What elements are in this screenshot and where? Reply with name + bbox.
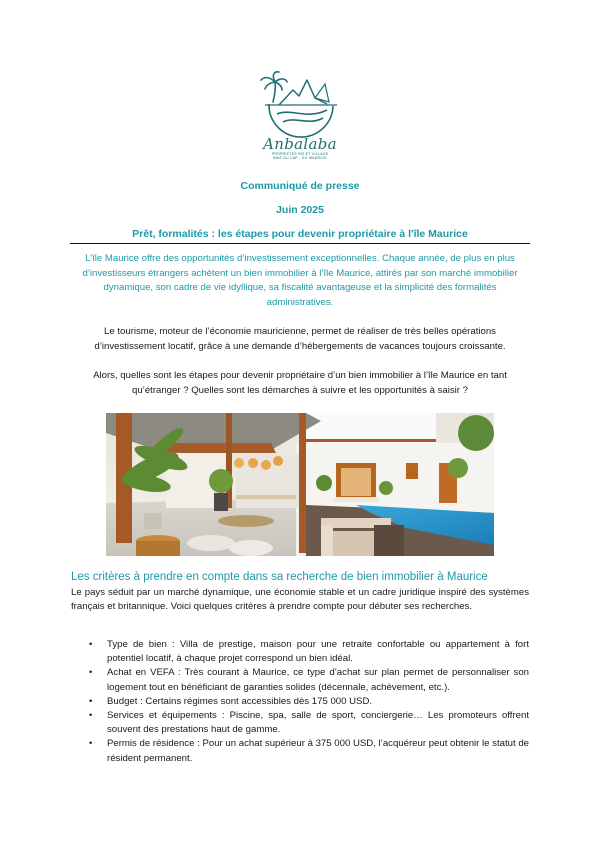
criteria-list: [71, 638, 529, 766]
press-release-kicker: Communiqué de presse: [240, 180, 360, 192]
logo-wordmark: Anbalaba: [263, 135, 337, 153]
bullet-icon: •: [89, 738, 93, 750]
paragraph-question: Alors, quelles sont les étapes pour devenir propriétaire d’un bien immobilier à l’île Maurice en tant qu’étranger ? Quelles sont les démarches à suivre et les opportunités à saisir ?: [93, 370, 507, 396]
paragraph-tourism: Le tourisme, moteur de l’économie mauricienne, permet de réaliser de très belles opérations d’investissement locatif, grâce à une demande d’hébergements de vacances toujours croissante.: [94, 326, 506, 352]
logo-subtitle-2: BAIE DU CAP - ÎLE MAURICE: [273, 156, 327, 161]
bullet-icon: •: [89, 710, 93, 722]
document-title: Prêt, formalités : les étapes pour devenir propriétaire à l'île Maurice: [132, 228, 468, 240]
list-item: [71, 638, 529, 666]
intro-paragraph: L’île Maurice offre des opportunités d’investissement exceptionnelles. Chaque année, de plus en plus d’investisseurs étrangers achètent un bien immobilier à l’île Maurice, attirés par son marché immobilier dynamique, son cadre de vie idyllique, sa fiscalité avantageuse et la simplicité des formalités administratives.: [82, 253, 518, 308]
list-item-text: Budget : Certains régimes sont accessibles dès 175 000 USD.: [107, 695, 373, 707]
logo-subtitle-1: PROPRIÉTÉS IRS ET VILLAGE: [271, 152, 329, 156]
bullet-icon: •: [89, 639, 93, 650]
section-heading: Les critères à prendre en compte dans sa recherche de bien immobilier à Maurice: [71, 571, 488, 583]
title-divider: [70, 243, 530, 244]
anbalaba-logo: [248, 70, 352, 170]
bullet-icon: •: [89, 667, 93, 679]
villa-pool-photo: [106, 413, 494, 556]
list-item: [71, 666, 529, 694]
release-date: Juin 2025: [276, 204, 324, 216]
section-intro: Le pays séduit par un marché dynamique, une économie stable et un cadre juridique inspiré des systèmes français et britannique. Voici quelques critères à prendre compte pour débuter ses recherches.: [71, 587, 529, 613]
list-item: [71, 695, 529, 709]
list-item: [71, 737, 529, 765]
palm-mountain-logo-icon: [255, 70, 345, 138]
list-item: [71, 709, 529, 737]
bullet-icon: •: [89, 695, 93, 707]
list-item-text: Type de bien : Villa de prestige, maison pour une retraite confortable ou appartement à fort potentiel locatif, à chaque projet correspond un bien idéal.: [107, 639, 529, 665]
list-item-text: Permis de résidence : Pour un achat supérieur à 375 000 USD, l’acquéreur peut obtenir le statut de résident permanent.: [107, 738, 529, 764]
list-item-text: Achat en VEFA : Très courant à Maurice, ce type d’achat sur plan permet de personnaliser son logement tout en bénéficiant de garanties solides (décennale, achèvement, etc.).: [107, 667, 529, 693]
list-item-text: Services et équipements : Piscine, spa, salle de sport, conciergerie… Les promoteurs offrent souvent des prestations haut de gamme.: [107, 710, 529, 736]
